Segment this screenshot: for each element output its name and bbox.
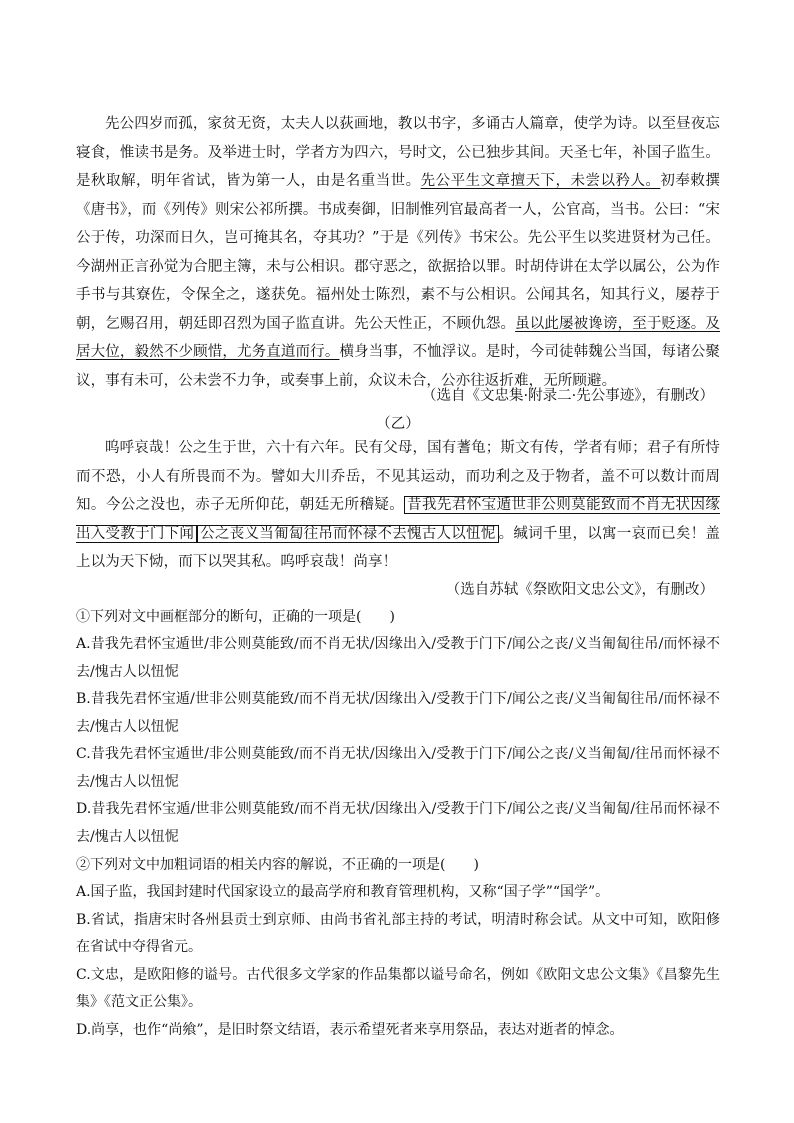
source-b-citation: （选自苏轼《祭欧阳文忠公文》，有删改） — [445, 582, 714, 598]
passage-b-text-2: 。缄词千里，以寓一哀而已矣！盖上以为天下恸，而下以哭其私。呜呼哀哉！尚享！ — [76, 525, 720, 570]
passage-b-text-1: 呜呼哀哉！公之生于世，六十有六年。民有父母，国有蓍龟；斯文有传，学者有师；君子有所恃而不恐，小人有所畏而不为。譬如大川乔岳，不见其运动，而功利之及于物者，盖不可以数计而周知。今公之没也，赤子无所仰芘，朝廷无所稽疑。 — [76, 440, 720, 513]
question-1-stem: ①下列对文中画框部分的断句，正确的一项是( ) — [76, 609, 395, 625]
passage-b-paragraph — [76, 434, 720, 577]
question-1-option-b[interactable]: B.昔我先君怀宝遁/世非公则莫能致/而不肖无状/因缘出入/受教于门下/闻公之丧/义当匍匐往吊/而怀禄不去/愧古人以忸怩 — [76, 691, 720, 735]
passage-a-text-1: 先公四岁而孤，家贫无资，太夫人以荻画地，教以书字，多诵古人篇章，使学为诗。以至昼夜忘寝食，惟读书是务。及举进士时，学者方为四六，号时文，公已独步其间。天圣七年，补国子监生。是秋取解，明年省试，皆为第一人，由是名重当世。 — [76, 116, 720, 189]
passage-a-text-2: 初奉敕撰《唐书》，而《列传》则宋公祁所撰。书成奏御，旧制惟列官最高者一人，公官高，当书。公曰：“宋公于传，功深而日久，岂可掩其名，夺其功？”于是《列传》书宋公。先公平生以奖进贤材为己任。今湖州正言孙觉为合肥主簿，未与公相识。郡守恶之，欲据拾以罪。时胡侍讲在太学以属公，公为作手书与其寮佐，令保全之，遂获免。福州处士陈烈，素不与公相识。公闻其名，知其行义，屡荐于朝，乞赐召用，朝廷即召烈为国子监直讲。先公天性正，不顾仇怨。 — [76, 173, 720, 332]
question-1-option-d[interactable]: D.昔我先君怀宝遁/世非公则莫能致/而不肖无状/因缘出入/受教于门下/闻公之丧/义当匍匐/往吊而怀禄不去/愧古人以忸怩 — [76, 801, 720, 845]
passage-b-boxed-text-2: 公之丧义当匍匐往吊而怀禄不去愧古人以忸怩 — [197, 525, 498, 543]
question-2-stem: ②下列对文中加粗词语的相关内容的解说，不正确的一项是( ) — [76, 857, 479, 873]
question-2-option-c[interactable]: C.文忠，是欧阳修的谥号。古代很多文学家的作品集都以谥号命名，例如《欧阳文忠公文集》《昌黎先生集》《范文正公集》。 — [76, 966, 720, 1010]
passage-a-underlined-sentence: 先公平生文章擅天下，未尝以矜人。 — [420, 173, 661, 189]
source-a-citation: （选自《文忠集·附录二·先公事迹》，有删改） — [422, 388, 714, 404]
passage-a-underlined-sentence-2: 虽以此屡被谗谤，至于贬逐。及居大位，毅然不少顾惜，尤务直道而行。 — [76, 315, 720, 360]
passage-a-text-3: 横身当事，不恤浮议。是时，今司徒韩魏公当国，每诸公聚议，事有未可，公未尝不力争，或奏事上前，众议未合，公亦往返折难，无所顾避。 — [76, 344, 720, 389]
question-2-option-a[interactable]: A.国子监，我国封建时代国家设立的最高学府和教育管理机构，又称“国子学”“国学”。 — [76, 884, 610, 900]
passage-b — [76, 434, 720, 577]
question-1-option-c[interactable]: C.昔我先君怀宝遁世/非公则莫能致/而不肖无状/因缘出入/受教于门下/闻公之丧/义当匍匐/往吊而怀禄不去/愧古人以忸怩 — [76, 746, 720, 790]
question-1-option-a[interactable]: A.昔我先君怀宝遁世/非公则莫能致/而不肖无状/因缘出入/受教于门下/闻公之丧/义当匍匐往吊/而怀禄不去/愧古人以忸怩 — [76, 636, 720, 680]
question-2-option-d[interactable]: D.尚享，也作“尚飨”，是旧时祭文结语，表示希望死者来享用祭品，表达对逝者的悼念。 — [76, 1021, 624, 1038]
section-b-title: （乙） — [376, 416, 420, 432]
passage-a-paragraph — [76, 110, 720, 395]
passage-a — [76, 110, 720, 395]
question-2-option-b[interactable]: B.省试，指唐宋时各州县贡士到京师、由尚书省礼部主持的考试，明清时称会试。从文中可知，欧阳修在省试中夺得省元。 — [76, 911, 720, 955]
questions-section — [76, 604, 720, 1044]
passage-b-boxed-text-1: 昔我先君怀宝遁世非公则莫能致而不肖无状因缘出入受教于门下闻 — [76, 497, 720, 542]
